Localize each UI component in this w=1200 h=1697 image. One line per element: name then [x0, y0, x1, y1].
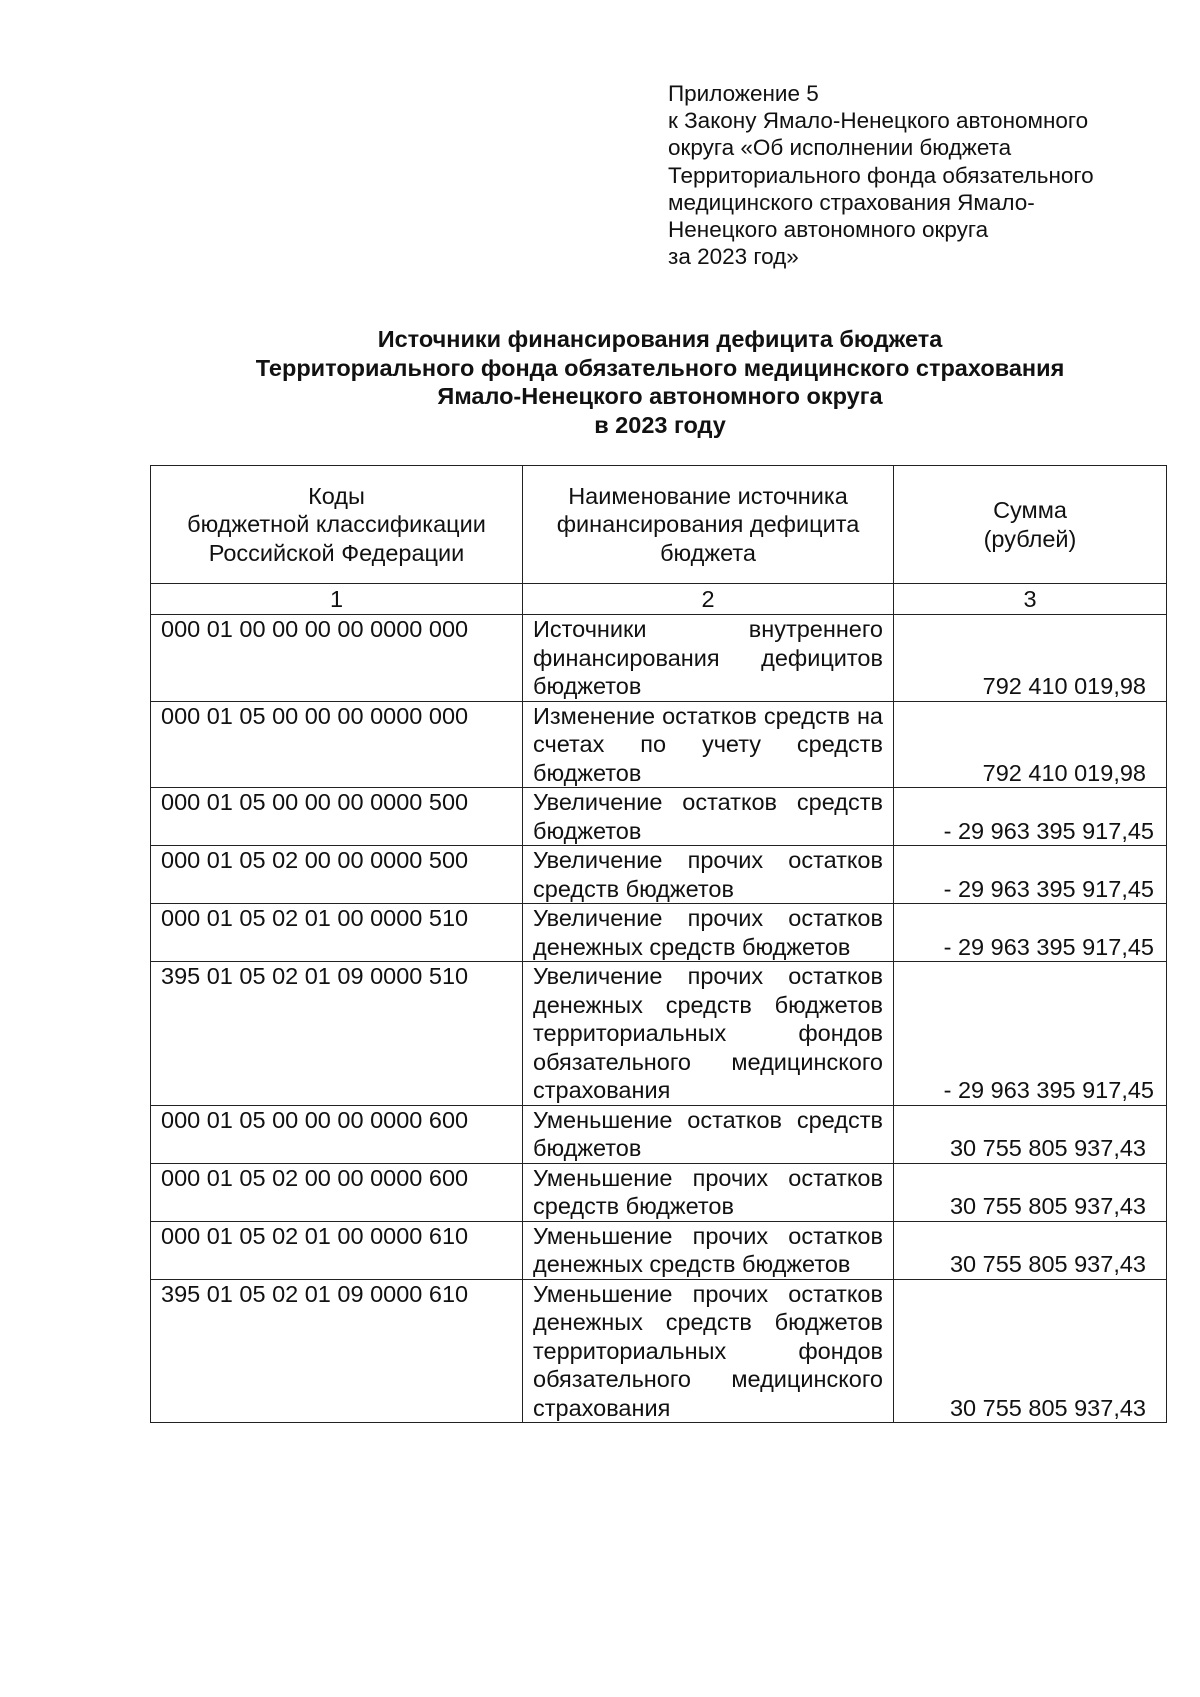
table-row	[151, 701, 1167, 788]
table-row	[151, 1221, 1167, 1279]
row-amount: - 29 963 395 917,45	[894, 962, 1167, 1106]
row-code: 000 01 05 00 00 00 0000 500	[151, 788, 523, 846]
table-header-row	[151, 466, 1167, 584]
row-amount: 30 755 805 937,43	[894, 1279, 1167, 1423]
annex-line: медицинского страхования Ямало-	[668, 189, 1035, 215]
row-amount: 792 410 019,98	[894, 615, 1167, 702]
row-amount: - 29 963 395 917,45	[894, 846, 1167, 904]
row-code: 000 01 05 00 00 00 0000 000	[151, 701, 523, 788]
row-name: Источники внутреннего финансирования дефицитов бюджетов	[523, 615, 894, 702]
row-name: Увеличение остатков средств бюджетов	[523, 788, 894, 846]
header-name	[523, 466, 894, 584]
header-sum-line: Сумма	[993, 497, 1067, 523]
table-row	[151, 1105, 1167, 1163]
row-name: Увеличение прочих остатков средств бюджетов	[523, 846, 894, 904]
table-row	[151, 615, 1167, 702]
header-sum	[894, 466, 1167, 584]
row-name: Уменьшение прочих остатков средств бюджетов	[523, 1163, 894, 1221]
header-codes-line: Коды	[308, 482, 365, 509]
annex-line: округа «Об исполнении бюджета	[668, 135, 1012, 161]
document-title	[150, 325, 1170, 439]
title-line: в 2023 году	[594, 411, 726, 438]
row-code: 000 01 05 00 00 00 0000 600	[151, 1105, 523, 1163]
row-name: Уменьшение прочих остатков денежных средств бюджетов территориальных фондов обязательного медицинского страхования	[523, 1279, 894, 1423]
row-amount: - 29 963 395 917,45	[894, 904, 1167, 962]
table-row	[151, 904, 1167, 962]
title-line: Ямало-Ненецкого автономного округа	[437, 383, 883, 409]
column-number-row	[151, 584, 1167, 615]
row-code: 000 01 00 00 00 00 0000 000	[151, 615, 523, 702]
table-row	[151, 1163, 1167, 1221]
table-row	[151, 846, 1167, 904]
annex-line: к Закону Ямало-Ненецкого автономного	[668, 108, 1089, 134]
row-name: Увеличение прочих остатков денежных средств бюджетов территориальных фондов обязательного медицинского страхования	[523, 962, 894, 1106]
row-name: Увеличение прочих остатков денежных средств бюджетов	[523, 904, 894, 962]
table-row	[151, 962, 1167, 1106]
row-name: Изменение остатков средств на счетах по учету средств бюджетов	[523, 701, 894, 788]
column-number: 1	[151, 584, 523, 615]
title-line: Источники финансирования дефицита бюджета	[377, 326, 943, 352]
row-amount: 30 755 805 937,43	[894, 1105, 1167, 1163]
table-row	[151, 1279, 1167, 1423]
header-codes-line: бюджетной классификации	[187, 511, 486, 538]
row-code: 000 01 05 02 00 00 0000 500	[151, 846, 523, 904]
row-name: Уменьшение остатков средств бюджетов	[523, 1105, 894, 1163]
row-code: 000 01 05 02 00 00 0000 600	[151, 1163, 523, 1221]
row-code: 395 01 05 02 01 09 0000 510	[151, 962, 523, 1106]
annex-line: Приложение 5	[668, 81, 819, 106]
row-amount: 30 755 805 937,43	[894, 1163, 1167, 1221]
financing-sources-table	[150, 465, 1167, 1423]
row-amount: 30 755 805 937,43	[894, 1221, 1167, 1279]
row-amount: 792 410 019,98	[894, 701, 1167, 788]
header-codes-line: Российской Федерации	[208, 539, 465, 566]
header-codes	[151, 466, 523, 584]
header-name-line: Наименование источника	[568, 482, 848, 509]
table-row	[151, 788, 1167, 846]
header-name-line: финансирования дефицита	[556, 511, 860, 538]
header-name-line: бюджета	[660, 539, 756, 566]
row-name: Уменьшение прочих остатков денежных средств бюджетов	[523, 1221, 894, 1279]
annex-line: Ненецкого автономного округа	[668, 217, 989, 243]
row-code: 000 01 05 02 01 00 0000 610	[151, 1221, 523, 1279]
annex-note	[668, 80, 1168, 270]
row-code: 000 01 05 02 01 00 0000 510	[151, 904, 523, 962]
column-number: 2	[523, 584, 894, 615]
row-amount: - 29 963 395 917,45	[894, 788, 1167, 846]
row-code: 395 01 05 02 01 09 0000 610	[151, 1279, 523, 1423]
header-sum-line: (рублей)	[983, 525, 1077, 552]
annex-line: за 2023 год»	[668, 244, 799, 270]
column-number: 3	[894, 584, 1167, 615]
title-line: Территориального фонда обязательного медицинского страхования	[255, 354, 1065, 381]
annex-line: Территориального фонда обязательного	[668, 162, 1094, 188]
